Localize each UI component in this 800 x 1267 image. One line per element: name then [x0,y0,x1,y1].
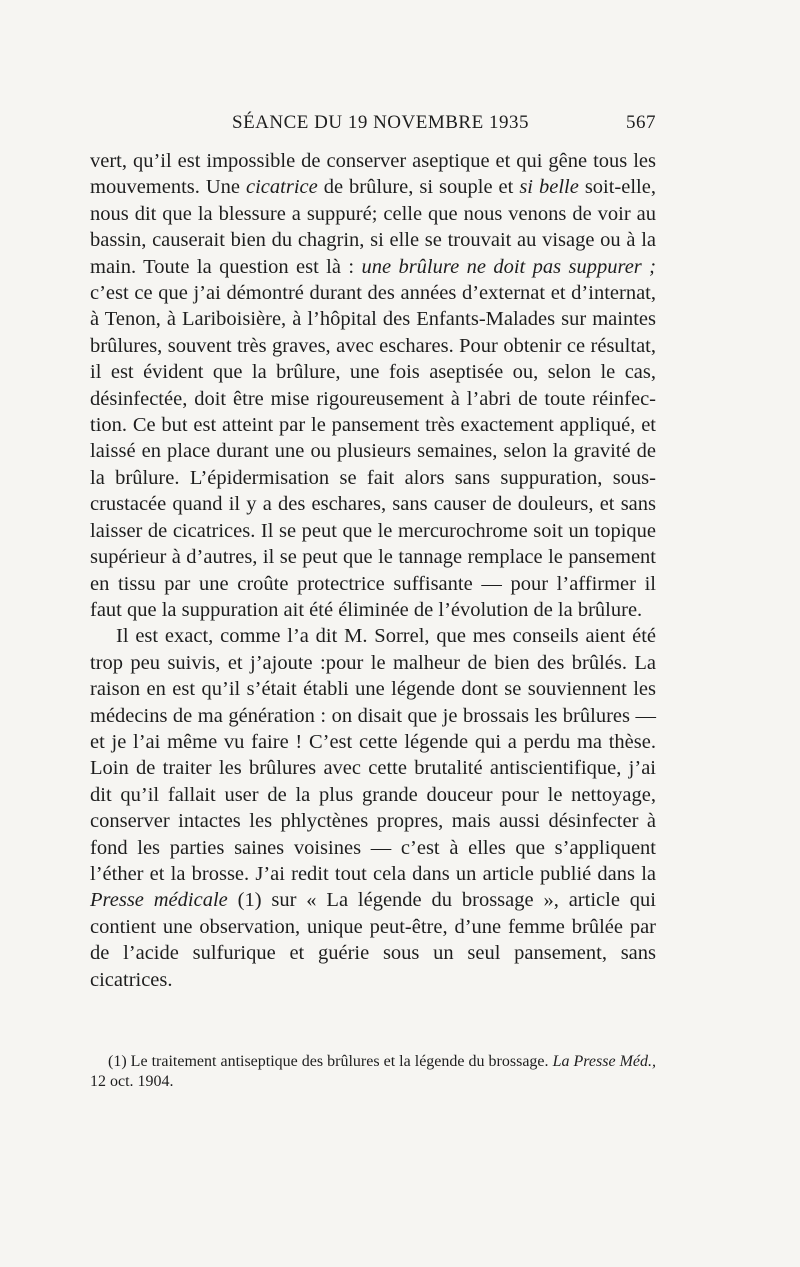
paragraph-1-text-4: c’est ce que j’ai démontré durant des années d’externat et d’internat, à Tenon, à Lariboisière, à l’hôpital des Enfants-Malades sur maintes brûlures, souvent très graves, avec eschares. Pour obtenir ce résultat, il est évident que la brûlure, une fois aseptisée ou, selon le cas, désinfectée, doit être mise rigoureusement à l’abri de toute réinfection. Ce but est atteint par le pansement très exactement appliqué, et laissé en place durant une ou plusieurs semaines, selon la gravité de la brûlure. L’épidermisation se fait alors sans suppuration, sous-crustacée quand il y a des eschares, sans causer de douleurs, et sans laisser de cicatrices. Il se peut que le mercurochrome soit un topique supérieur à d’autres, il se peut que le tannage remplace le pansement en tissu par une croûte protectrice suffisante — pour l’affirmer il faut que la suppuration ait été éliminée de l’évolution de la brûlure. [90,282,656,621]
running-header [90,112,656,142]
footnote-italic-1: La Presse Méd., [552,1053,657,1070]
paragraph-1-text-2: de brûlure, si souple et [317,176,520,199]
paragraph-2-italic-1: Presse médicale [90,889,228,912]
paragraph-2-text-1: Il est exact, comme l’a dit M. Sorrel, que mes conseils aient été trop peu suivis, et j’ajoute :pour le malheur de bien des brûlés. La raison en est qu’il s’était établi une légende dont se souviennent les médecins de ma génération : on disait que je brossais les brûlures — et je l’ai même vu faire ! C’est cette légende qui a perdu ma thèse. Loin de traiter les brûlures avec cette brutalité antiscientifique, j’ai dit qu’il fallait user de la plus grande douceur pour le nettoyage, conserver intactes les phlyctènes propres, mais aussi désinfecter à fond les parties saines voisines — c’est à elles que s’appliquent l’éther et la brosse. J’ai redit tout cela dans un article publié dans la [90,625,656,885]
footnote [90,1052,656,1092]
footnote-text-1: (1) Le traitement antiseptique des brûlures et la légende du brossage. [108,1053,553,1070]
paragraph-1-italic-3: une brûlure ne doit pas suppurer ; [361,255,657,278]
running-title: SÉANCE DU 19 NOVEMBRE 1935 [232,112,529,133]
paragraph-1-text-3: soit-elle, nous dit que la blessure a suppuré; celle que nous venons de voir au bassin, causerait bien du chagrin, si elle se trouvait au visage ou à la main. Toute la question est là : [90,176,656,278]
paragraph-2 [90,623,656,993]
paragraph-1-text-1: vert, qu’il est impossible de conserver aseptique et qui gêne tous les mouvements. Une [90,150,656,199]
footnote-text-2: 12 oct. 1904. [90,1073,174,1090]
footnote-1 [90,1052,656,1092]
paragraph-1 [90,148,656,623]
paragraph-1-italic-2: si belle [519,176,579,199]
body-text [90,148,656,993]
paragraph-1-italic-1: cicatrice [246,176,318,199]
paragraph-2-text-2: (1) sur « La légende du brossage », article qui contient une observation, unique peut-être, d’une femme brûlée par de l’acide sulfurique et guérie sous un seul pansement, sans cicatrices. [90,889,656,991]
page-number: 567 [626,112,656,133]
